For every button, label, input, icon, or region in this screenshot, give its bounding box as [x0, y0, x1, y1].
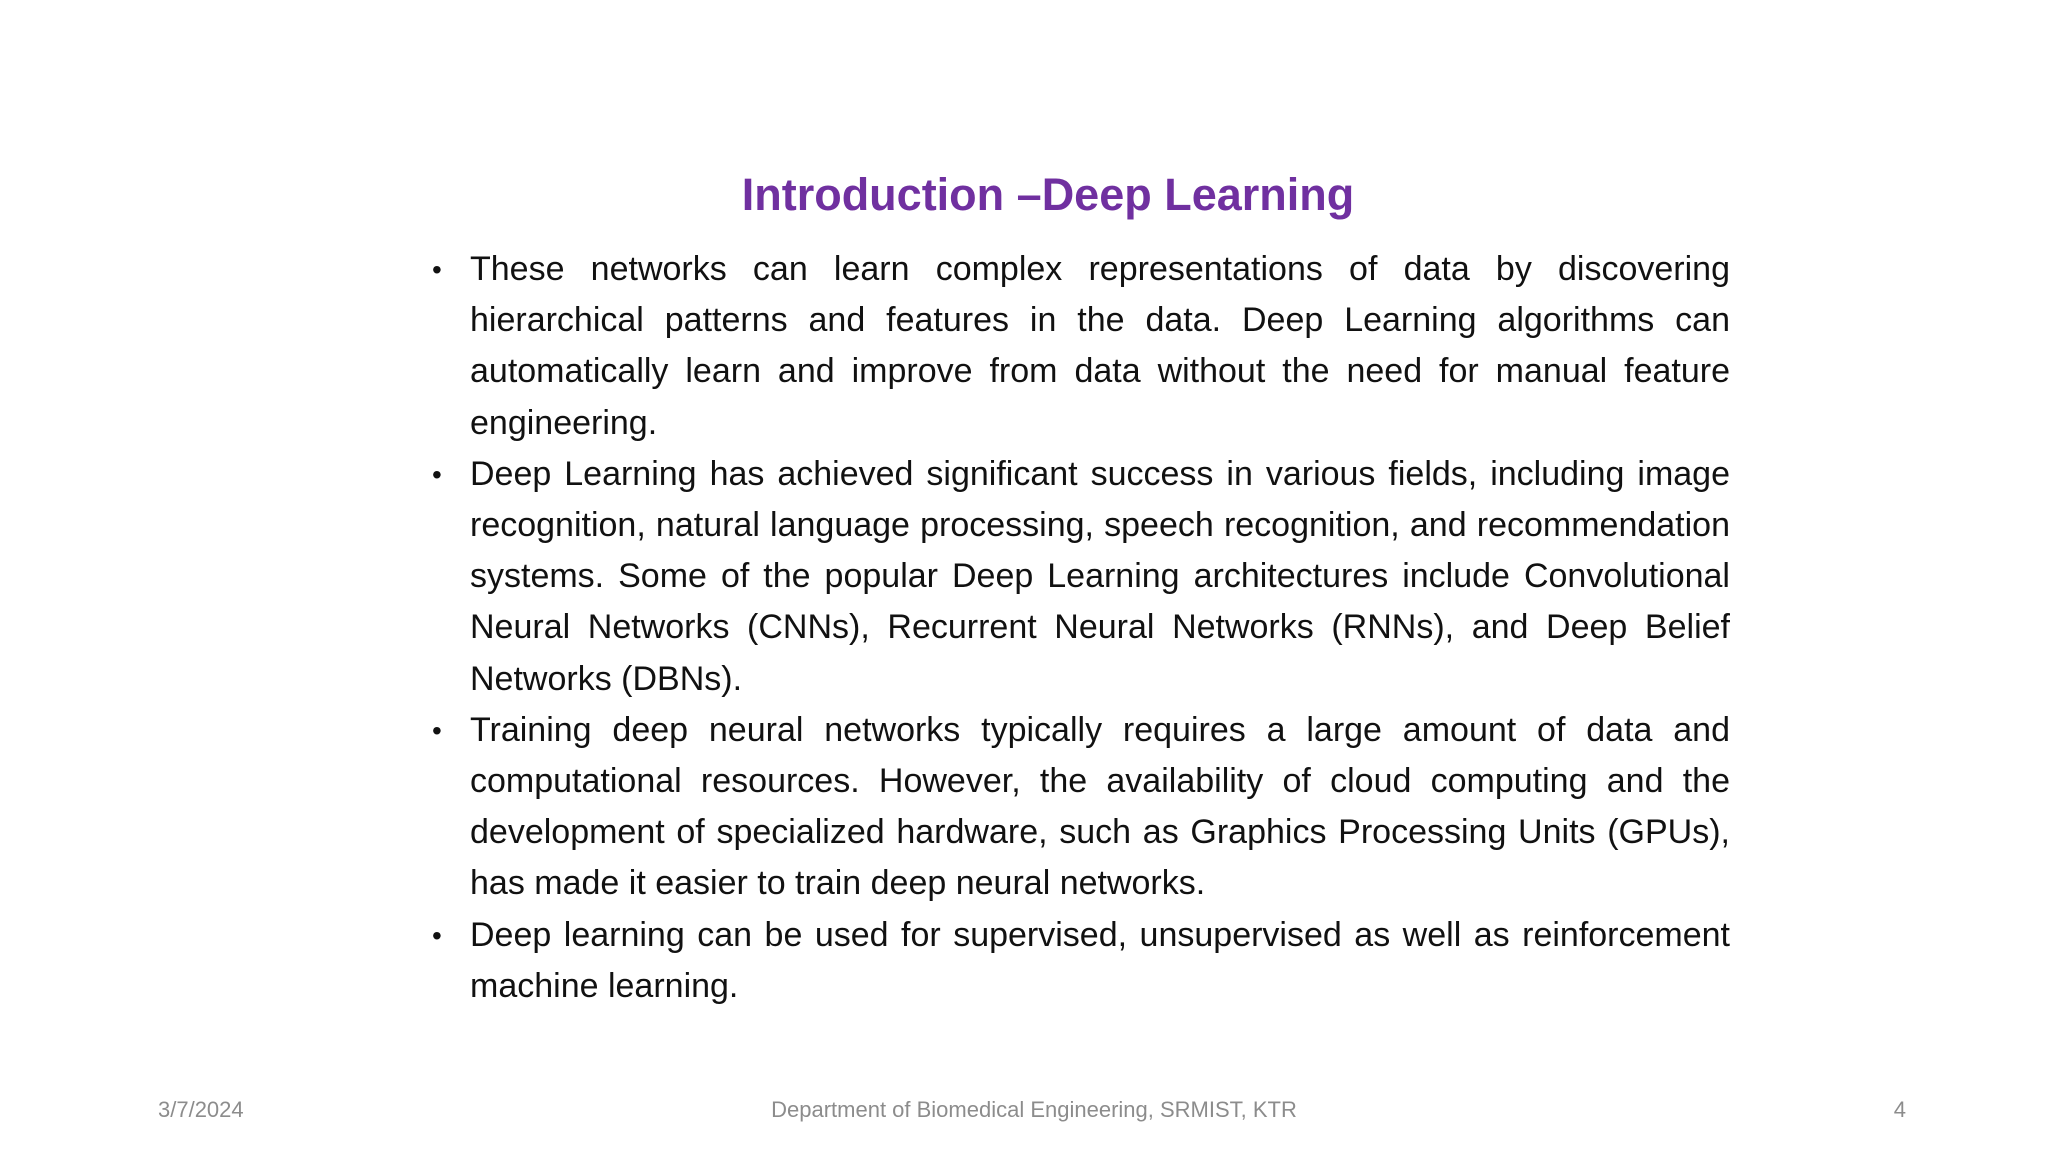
bullet-text: Deep learning can be used for supervised, unsupervised as well as reinforcement machine learning.	[470, 915, 1730, 1005]
bullet-item	[432, 244, 1730, 449]
bullet-text: Training deep neural networks typically requires a large amount of data and computational resources. However, the availability of cloud computing and the development of specialized hardware, such as Graphics Processing Units (GPUs), has made it easier to train deep neural networks.	[470, 710, 1730, 903]
footer-date: 3/7/2024	[158, 1097, 244, 1122]
bullet-icon: •	[432, 919, 442, 951]
bullet-icon: •	[432, 714, 442, 746]
bullet-icon: •	[432, 458, 442, 490]
bullet-item	[432, 910, 1730, 1012]
bullet-text: These networks can learn complex representations of data by discovering hierarchical patterns and features in the data. Deep Learning algorithms can automatically learn and improve from data without the need for manual feature engineering.	[470, 250, 1730, 442]
bullet-icon: •	[432, 254, 442, 285]
page-number: 4	[1893, 1097, 1906, 1122]
bullet-list	[432, 244, 1730, 1012]
bullet-text: Deep Learning has achieved significant success in various fields, including image recognition, natural language processing, speech recognition, and recommendation systems. Some of the popular Deep Learning architectures include Convolutional Neural Networks (CNNs), Recurrent Neural Networks (RNNs), and Deep Belief Networks (DBNs).	[470, 454, 1730, 698]
bullet-item	[432, 705, 1730, 910]
footer-department: Department of Biomedical Engineering, SRMIST, KTR	[771, 1097, 1297, 1122]
slide-title: Introduction –Deep Learning	[741, 169, 1355, 220]
bullet-item	[432, 449, 1730, 705]
